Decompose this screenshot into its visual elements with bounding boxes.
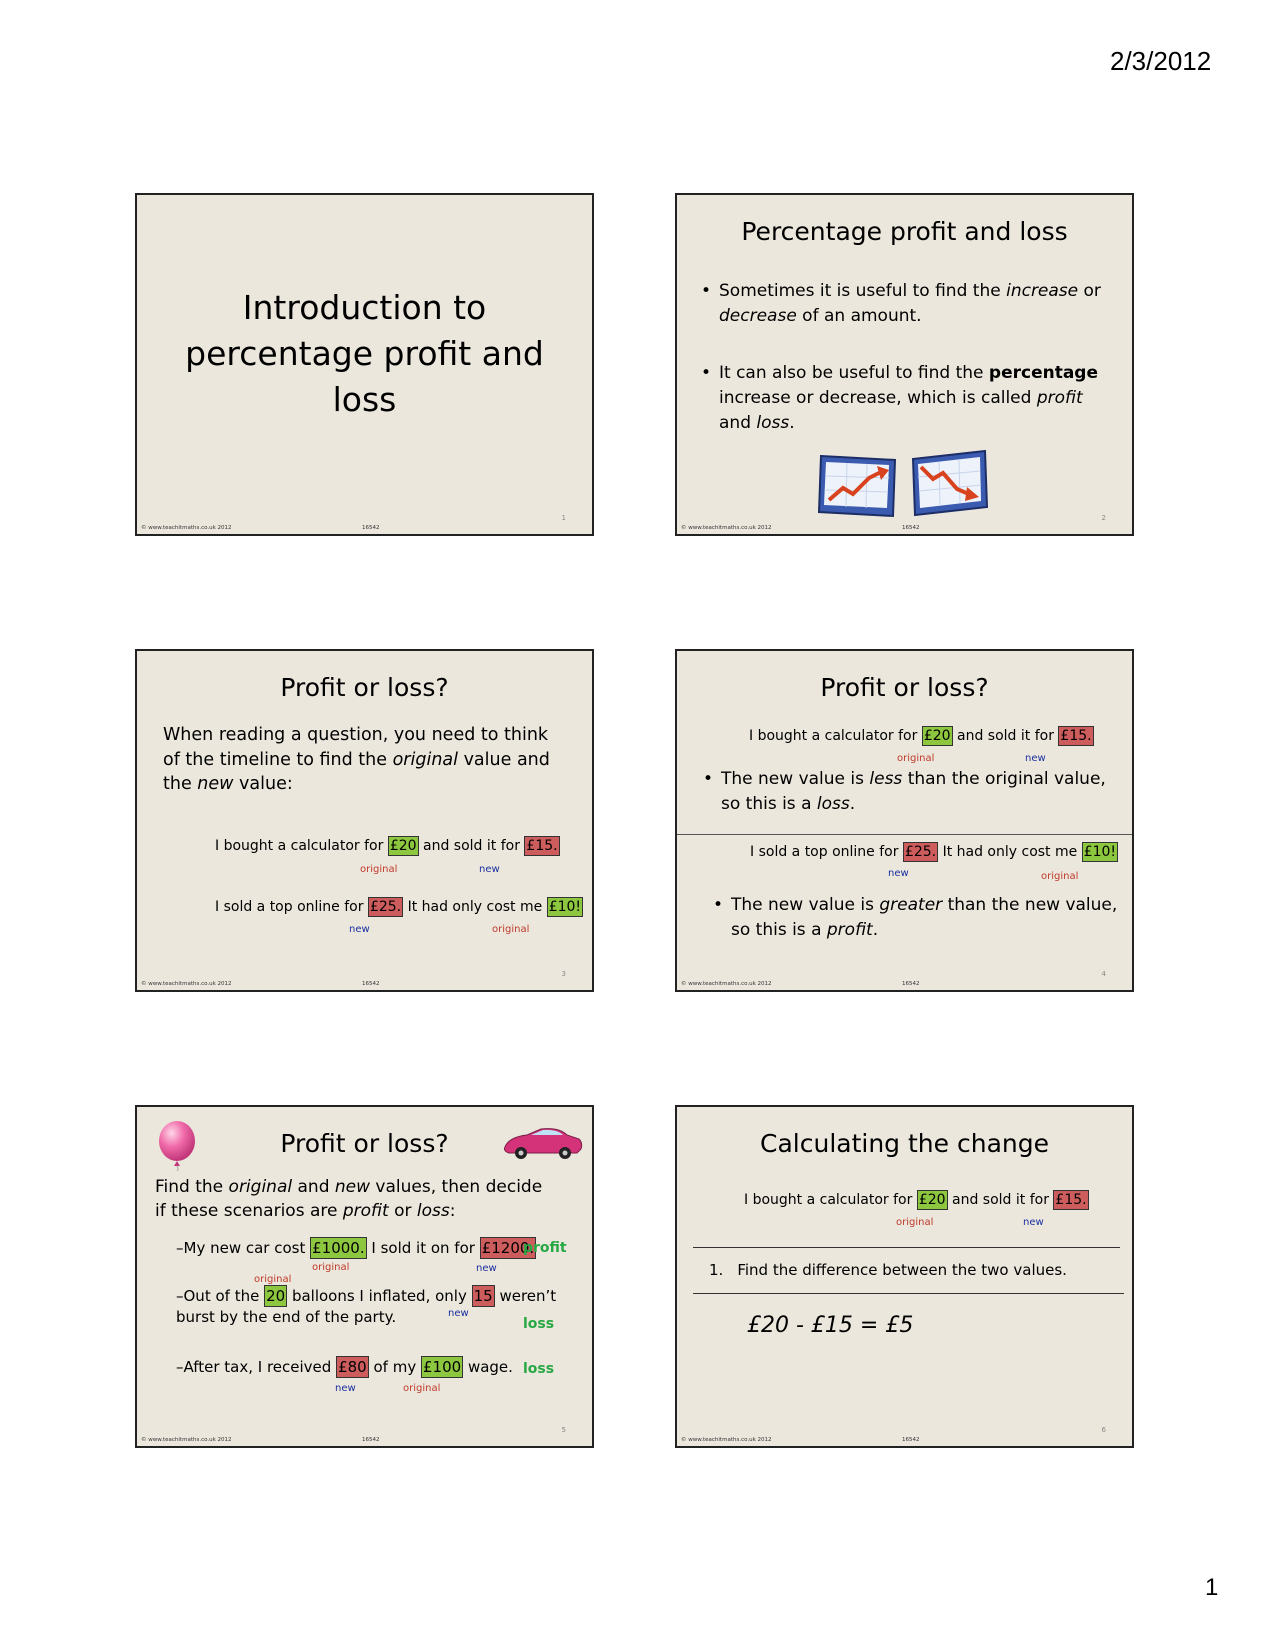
original-value: £100 <box>422 1358 462 1376</box>
intro-text: Find the original and new values, then decide if these scenarios are profit or loss: <box>155 1177 543 1221</box>
footer-copyright: © www.teachitmaths.co.uk 2012 <box>681 1437 772 1443</box>
label-new: new <box>888 868 909 879</box>
footer-copyright: © www.teachitmaths.co.uk 2012 <box>681 525 772 531</box>
page-number: 1 <box>1205 1574 1219 1601</box>
step-1 <box>709 1261 1067 1279</box>
slide-1 <box>135 193 594 536</box>
label-new: new <box>476 1263 497 1274</box>
original-value: £10! <box>1083 844 1117 860</box>
slide-4 <box>675 649 1134 992</box>
answer-loss: loss <box>523 1316 555 1332</box>
label-new: new <box>1025 753 1046 764</box>
slide-number: 5 <box>561 1426 566 1434</box>
label-original: original <box>254 1274 292 1285</box>
footer-code: 16542 <box>362 1437 380 1443</box>
slide-number: 3 <box>561 970 566 978</box>
footer-code: 16542 <box>902 1437 920 1443</box>
slide-title: Profit or loss? <box>280 1129 449 1158</box>
divider <box>677 834 1132 835</box>
original-value: £1000. <box>312 1239 365 1257</box>
chart-up-icon <box>817 450 899 518</box>
intro-text: When reading a question, you need to think of the timeline to find the original value and the new value: <box>163 725 550 794</box>
original-value: 20 <box>266 1287 286 1305</box>
new-value: £25. <box>369 899 402 915</box>
slide-number: 2 <box>1101 514 1106 522</box>
example-calculator: I bought a calculator for £20 and sold it for £15. <box>215 838 558 854</box>
label-original: original <box>896 1217 934 1228</box>
footer-code: 16542 <box>902 525 920 531</box>
answer-loss: loss <box>523 1361 555 1377</box>
bullet-profit: • The new value is greater than the new value, so this is a profit. <box>713 895 1118 940</box>
answer-profit: profit <box>523 1240 567 1256</box>
slide-3 <box>135 649 594 992</box>
example-calculator: I bought a calculator for £20 and sold it for £15. <box>744 1192 1087 1208</box>
bullet-dot: • <box>713 895 724 915</box>
step-number: 1. <box>709 1261 724 1279</box>
label-new: new <box>448 1308 469 1319</box>
slide-2 <box>675 193 1134 536</box>
new-value: £25. <box>904 844 937 860</box>
slide-number: 1 <box>561 514 566 522</box>
new-value: 15 <box>473 1287 493 1305</box>
example-top: I sold a top online for £25. It had only cost me £10! <box>750 844 1117 860</box>
footer-code: 16542 <box>362 525 380 531</box>
bullet-dot: • <box>701 281 712 301</box>
footer-copyright: © www.teachitmaths.co.uk 2012 <box>141 981 232 987</box>
divider <box>693 1293 1124 1294</box>
original-value: £20 <box>923 728 951 744</box>
scenario-balloons-line2: burst by the end of the party. <box>176 1308 397 1326</box>
label-new: new <box>335 1383 356 1394</box>
new-value: £80 <box>338 1358 367 1376</box>
footer-code: 16542 <box>902 981 920 987</box>
footer-copyright: © www.teachitmaths.co.uk 2012 <box>141 525 232 531</box>
label-original: original <box>403 1383 441 1394</box>
bullet-1: • Sometimes it is useful to find the increase or decrease of an amount. <box>701 281 1101 326</box>
scenario-balloons: –Out of the 20 balloons I inflated, only 15 weren’t <box>176 1287 557 1305</box>
new-value: £15. <box>1055 1192 1087 1208</box>
new-value: £15. <box>1060 728 1092 744</box>
label-new: new <box>349 924 370 935</box>
slide-5 <box>135 1105 594 1448</box>
label-new: new <box>479 864 500 875</box>
example-top: I sold a top online for £25. It had only cost me £10! <box>215 899 582 915</box>
slide-title: Introduction to percentage profit and loss <box>185 288 544 419</box>
label-original: original <box>1041 871 1079 882</box>
slide-title: Profit or loss? <box>820 673 989 702</box>
bullet-2: • It can also be useful to find the percentage increase or decrease, which is called profit and loss. <box>701 363 1099 433</box>
bullet-dot: • <box>701 363 712 383</box>
step-text: Find the difference between the two values. <box>737 1261 1067 1279</box>
slide-title: Calculating the change <box>760 1129 1049 1158</box>
new-value: £1200. <box>481 1239 535 1257</box>
page-date: 2/3/2012 <box>1110 46 1212 76</box>
equation: £20 - £15 = £5 <box>747 1313 914 1338</box>
new-value: £15. <box>526 838 558 854</box>
footer-copyright: © www.teachitmaths.co.uk 2012 <box>141 1437 232 1443</box>
original-value: £20 <box>918 1192 946 1208</box>
scenario-car: –My new car cost £1000. I sold it on for £1200. <box>176 1239 535 1257</box>
label-new: new <box>1023 1217 1044 1228</box>
footer-copyright: © www.teachitmaths.co.uk 2012 <box>681 981 772 987</box>
bullet-loss: • The new value is less than the original value, so this is a loss. <box>703 769 1106 814</box>
slide-6 <box>675 1105 1134 1448</box>
scenario-wage: –After tax, I received £80 of my £100 wage. <box>176 1358 513 1376</box>
slide-title: Percentage profit and loss <box>741 217 1068 246</box>
slide-number: 4 <box>1101 970 1106 978</box>
example-calculator: I bought a calculator for £20 and sold it for £15. <box>749 728 1092 744</box>
label-original: original <box>897 753 935 764</box>
label-original: original <box>360 864 398 875</box>
original-value: £20 <box>389 838 417 854</box>
footer-code: 16542 <box>362 981 380 987</box>
label-original: original <box>492 924 530 935</box>
slide-number: 6 <box>1101 1426 1106 1434</box>
label-original: original <box>312 1262 350 1273</box>
chart-down-icon <box>909 447 989 517</box>
original-value: £10! <box>548 899 582 915</box>
bullet-dot: • <box>703 769 714 789</box>
divider <box>693 1247 1120 1248</box>
slide-title: Profit or loss? <box>280 673 449 702</box>
